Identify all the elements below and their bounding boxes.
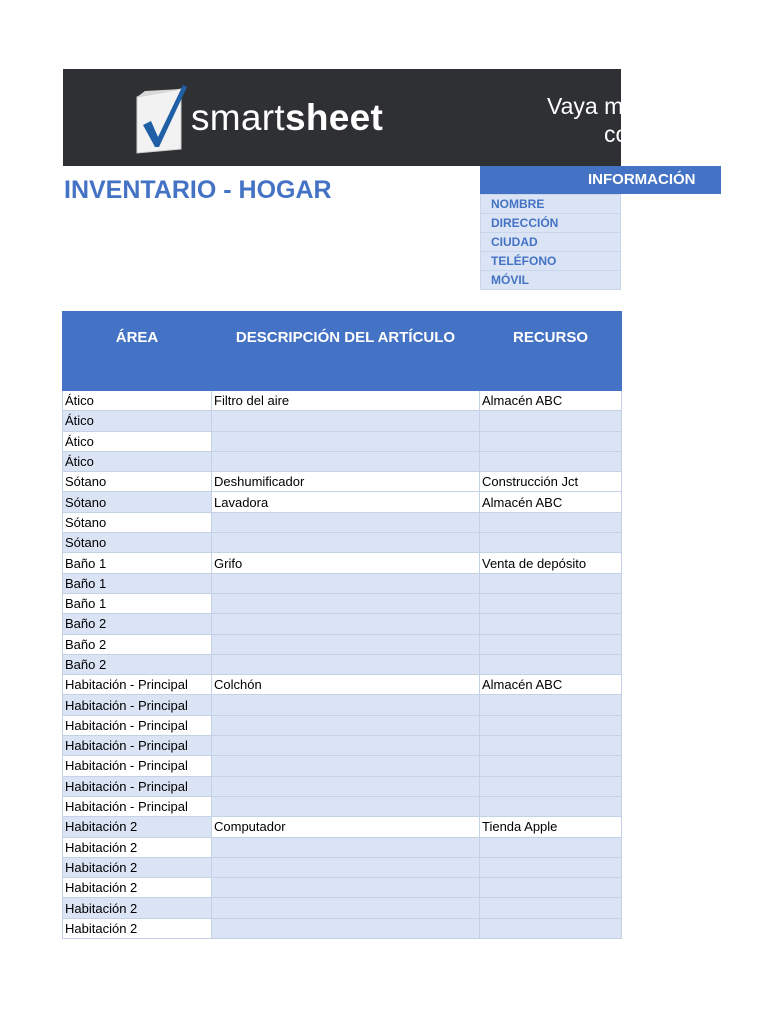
resource-cell[interactable]: [480, 573, 622, 593]
smartsheet-banner: [63, 69, 690, 166]
description-cell[interactable]: [212, 533, 480, 553]
table-row: [63, 472, 622, 492]
description-cell[interactable]: [212, 736, 480, 756]
table-row: [63, 533, 622, 553]
description-cell[interactable]: [212, 512, 480, 532]
resource-cell[interactable]: [480, 695, 622, 715]
description-cell[interactable]: Computador: [212, 817, 480, 837]
area-cell[interactable]: Habitación - Principal: [63, 715, 212, 735]
table-row: [63, 918, 622, 938]
area-cell[interactable]: Sótano: [63, 533, 212, 553]
table-row: [63, 715, 622, 735]
description-cell[interactable]: [212, 411, 480, 431]
area-cell[interactable]: Baño 1: [63, 593, 212, 613]
table-row: [63, 451, 622, 471]
area-cell[interactable]: Habitación 2: [63, 898, 212, 918]
table-row: [63, 553, 622, 573]
table-row: [63, 654, 622, 674]
description-cell[interactable]: [212, 898, 480, 918]
area-cell[interactable]: Ático: [63, 411, 212, 431]
resource-cell[interactable]: [480, 715, 622, 735]
inventory-table: [62, 311, 622, 939]
resource-cell[interactable]: [480, 736, 622, 756]
resource-cell[interactable]: Tienda Apple: [480, 817, 622, 837]
area-cell[interactable]: Habitación - Principal: [63, 736, 212, 756]
table-row: [63, 898, 622, 918]
area-cell[interactable]: Habitación 2: [63, 857, 212, 877]
area-cell[interactable]: Habitación - Principal: [63, 756, 212, 776]
area-cell[interactable]: Habitación - Principal: [63, 796, 212, 816]
area-cell[interactable]: Habitación 2: [63, 918, 212, 938]
resource-cell[interactable]: Almacén ABC: [480, 492, 622, 512]
area-cell[interactable]: Baño 2: [63, 654, 212, 674]
description-cell[interactable]: [212, 451, 480, 471]
info-row: [481, 271, 621, 290]
info-field-label: NOMBRE: [481, 195, 621, 214]
info-field-label: DIRECCIÓN: [481, 214, 621, 233]
table-row: [63, 634, 622, 654]
area-cell[interactable]: Ático: [63, 431, 212, 451]
resource-cell[interactable]: [480, 451, 622, 471]
description-cell[interactable]: [212, 878, 480, 898]
description-cell[interactable]: [212, 573, 480, 593]
resource-cell[interactable]: [480, 634, 622, 654]
area-cell[interactable]: Baño 1: [63, 553, 212, 573]
description-cell[interactable]: [212, 837, 480, 857]
info-field-label: MÓVIL: [481, 271, 621, 290]
resource-cell[interactable]: [480, 614, 622, 634]
description-cell[interactable]: Filtro del aire: [212, 391, 480, 411]
table-header-row: [63, 312, 622, 391]
table-row: [63, 736, 622, 756]
resource-cell[interactable]: [480, 776, 622, 796]
description-cell[interactable]: [212, 614, 480, 634]
banner-tagline-1: Vaya más allá: [547, 93, 690, 119]
area-cell[interactable]: Habitación - Principal: [63, 776, 212, 796]
area-cell[interactable]: Ático: [63, 451, 212, 471]
brand-wordmark: smartsheet: [191, 97, 384, 138]
resource-cell[interactable]: [480, 796, 622, 816]
table-row: [63, 411, 622, 431]
area-cell[interactable]: Baño 2: [63, 634, 212, 654]
info-field-label: TELÉFONO: [481, 252, 621, 271]
info-row: [481, 214, 621, 233]
table-row: [63, 817, 622, 837]
header-description: DESCRIPCIÓN DEL ARTÍCULO: [212, 312, 480, 391]
table-row: [63, 796, 622, 816]
resource-cell[interactable]: [480, 411, 622, 431]
table-row: [63, 573, 622, 593]
resource-cell[interactable]: [480, 431, 622, 451]
smartsheet-logo-icon: [131, 83, 187, 155]
description-cell[interactable]: [212, 654, 480, 674]
resource-cell[interactable]: [480, 878, 622, 898]
table-row: [63, 431, 622, 451]
description-cell[interactable]: [212, 756, 480, 776]
description-cell[interactable]: Colchón: [212, 675, 480, 695]
description-cell[interactable]: [212, 776, 480, 796]
resource-cell[interactable]: [480, 512, 622, 532]
table-row: [63, 857, 622, 877]
header-area: ÁREA: [63, 312, 212, 391]
resource-cell[interactable]: Almacén ABC: [480, 391, 622, 411]
area-cell[interactable]: Sótano: [63, 512, 212, 532]
area-cell[interactable]: Sótano: [63, 472, 212, 492]
resource-cell[interactable]: [480, 857, 622, 877]
area-cell[interactable]: Habitación - Principal: [63, 695, 212, 715]
resource-cell[interactable]: Almacén ABC: [480, 675, 622, 695]
description-cell[interactable]: [212, 695, 480, 715]
description-cell[interactable]: [212, 715, 480, 735]
area-cell[interactable]: Sótano: [63, 492, 212, 512]
info-row: [481, 252, 621, 271]
description-cell[interactable]: Lavadora: [212, 492, 480, 512]
info-header: INFORMACIÓN: [480, 166, 721, 194]
info-row: [481, 233, 621, 252]
resource-cell[interactable]: [480, 756, 622, 776]
resource-cell[interactable]: Venta de depósito: [480, 553, 622, 573]
description-cell[interactable]: [212, 634, 480, 654]
description-cell[interactable]: [212, 918, 480, 938]
description-cell[interactable]: [212, 796, 480, 816]
table-row: [63, 837, 622, 857]
table-row: [63, 675, 622, 695]
area-cell[interactable]: Ático: [63, 391, 212, 411]
table-row: [63, 614, 622, 634]
resource-cell[interactable]: [480, 533, 622, 553]
table-row: [63, 776, 622, 796]
area-cell[interactable]: Baño 2: [63, 614, 212, 634]
resource-cell[interactable]: Construcción Jct: [480, 472, 622, 492]
description-cell[interactable]: [212, 431, 480, 451]
resource-cell[interactable]: [480, 593, 622, 613]
resource-cell[interactable]: [480, 837, 622, 857]
resource-cell[interactable]: [480, 654, 622, 674]
table-row: [63, 492, 622, 512]
info-field-label: CIUDAD: [481, 233, 621, 252]
table-row: [63, 391, 622, 411]
area-cell[interactable]: Habitación - Principal: [63, 675, 212, 695]
table-row: [63, 695, 622, 715]
table-row: [63, 512, 622, 532]
table-row: [63, 593, 622, 613]
description-cell[interactable]: [212, 593, 480, 613]
banner-tagline-2: co: [604, 121, 629, 147]
page-title: INVENTARIO - HOGAR: [64, 176, 332, 204]
resource-cell[interactable]: [480, 918, 622, 938]
area-cell[interactable]: Habitación 2: [63, 837, 212, 857]
description-cell[interactable]: [212, 857, 480, 877]
table-row: [63, 878, 622, 898]
resource-cell[interactable]: [480, 898, 622, 918]
info-table: [480, 194, 621, 290]
area-cell[interactable]: Habitación 2: [63, 878, 212, 898]
table-row: [63, 756, 622, 776]
header-resource: RECURSO: [480, 312, 622, 391]
description-cell[interactable]: Grifo: [212, 553, 480, 573]
description-cell[interactable]: Deshumificador: [212, 472, 480, 492]
area-cell[interactable]: Habitación 2: [63, 817, 212, 837]
info-row: [481, 195, 621, 214]
area-cell[interactable]: Baño 1: [63, 573, 212, 593]
